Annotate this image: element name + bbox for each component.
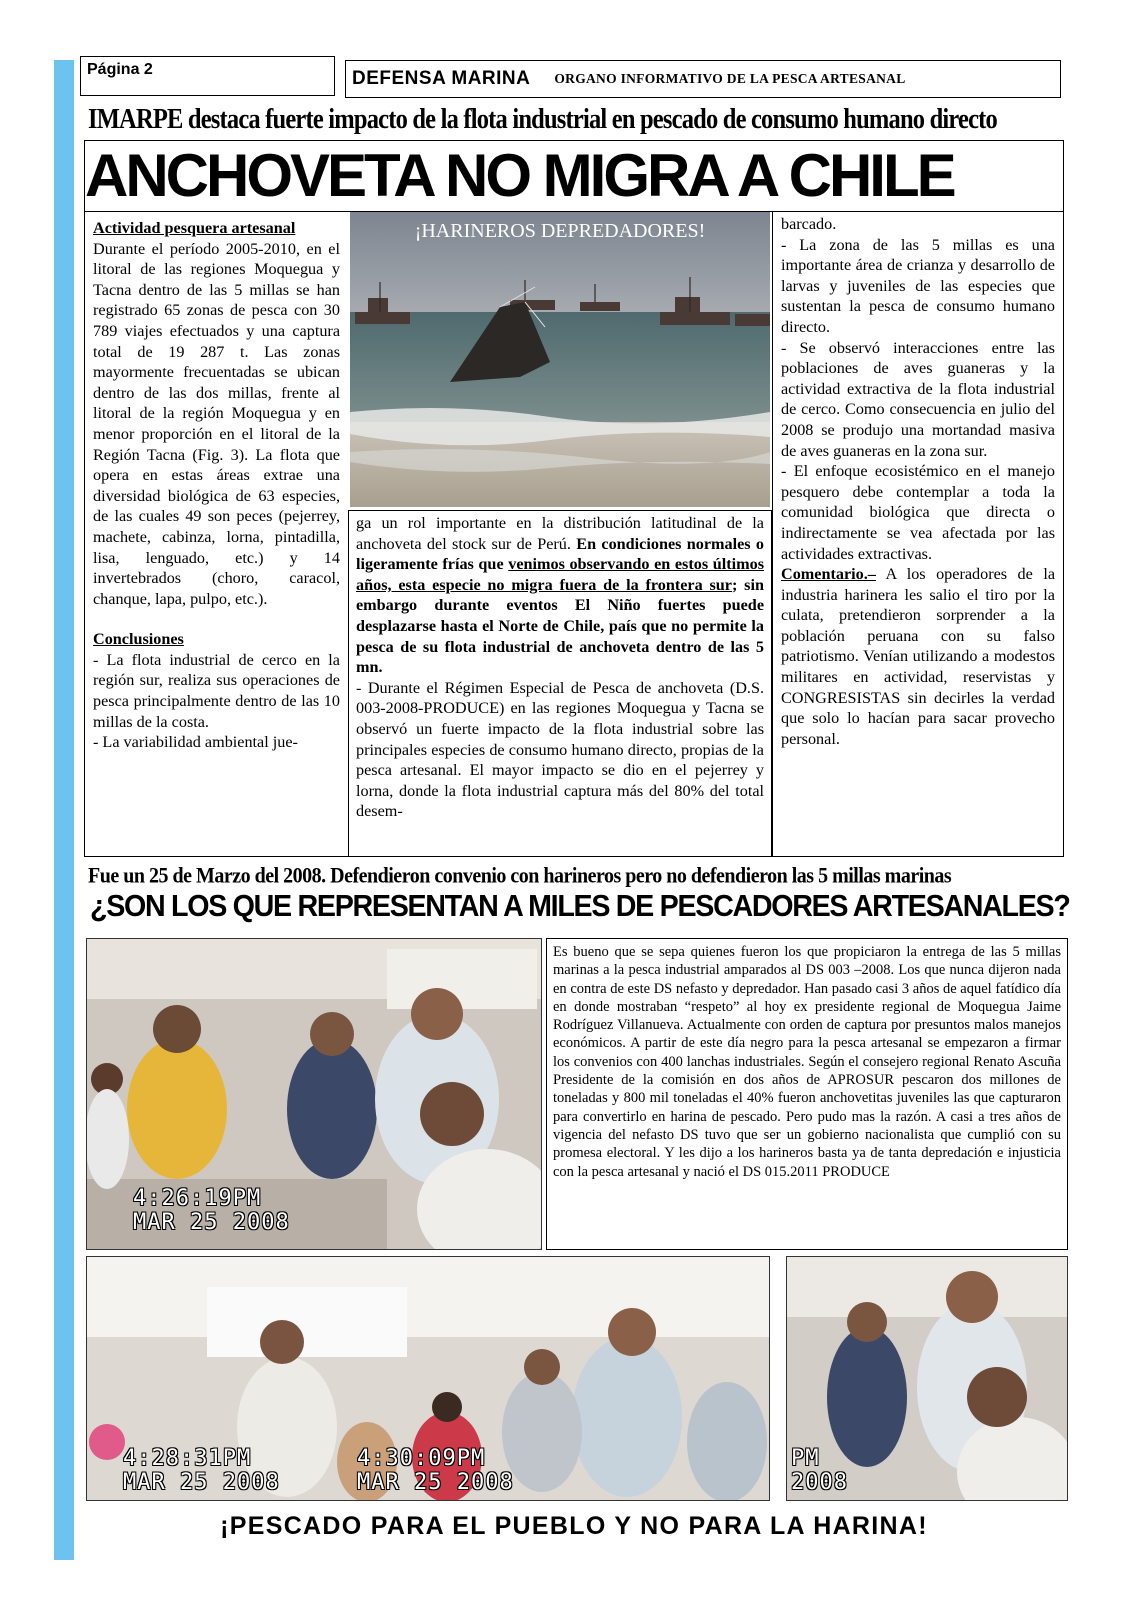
paragraph: - Se observó interacciones entre las poblaciones de aves guaneras y la actividad extractiva de la flota industrial de cerco. Como consecuencia en julio del 2008 se produjo una mortandad masiva de aves guaneras en la zona sur. bbox=[781, 338, 1055, 460]
paragraph: Durante el período 2005-2010, en el litoral de las regiones Moquegua y Tacna dentro de las 5 millas se han registrado 65 zonas de pesca con 30 789 viajes efectuados y una captura total de 19 287 t. Las zonas mayormente frecuentadas se ubican dentro de las dos millas, frente al litoral de la región Moquegua y en menor proporción en el litoral de la Región Tacna (Fig. 3). La flota que opera en estas áreas extrae una diversidad biológica de 63 especies, de las cuales 49 son peces (pejerrey, machete, cabinza, lorna, pintadilla, lisa, lenguado, etc.) y 14 invertebrados (choro, caracol, chanque, lapa, pulpo, etc.). bbox=[93, 239, 340, 608]
meeting-photo-3 bbox=[786, 1256, 1068, 1501]
timestamp-overlay: 4:28:31PM MAR 25 2008 bbox=[123, 1446, 280, 1495]
bold-underlined-span: venimos observando en estos últimos años, esta especie no migra fuera de la frontera sur bbox=[356, 555, 764, 594]
article2-body: Es bueno que se sepa quienes fueron los que propiciaron la entrega de las 5 millas marinas a la pesca industrial amparados al DS 003 –2008. Los que nunca dijeron nada en contra de este DS nefasto y depredador. Han pasado casi 3 años de aquel fatídico día en donde mostraban “respeto” al hoy ex presidente regional de Moquegua Jaime Rodríguez Villanueva. Actualmente con orden de captura por presuntos malos manejos económicos. A partir de este día negro para la pesca artesanal se empezaron a firmar los convenios con 400 lanchas industriales. Según el consejero regional Renato Ascuña Presidente de la comisión en dos años de APROSUR pescaron dos millones de toneladas y 800 mil toneladas el 40% fueron anchovetitas juveniles las que capturaron para convertirlo en harina de pescado. Pero pudo mas la razón. A casi a tres años de vigencia del nefasto DS tuvo que ser un gobierno nacionalista que cumplió con su promesa electoral. Y les dijo a los harineros basta ya de tanta depredación e injusticia con la pesca artesanal y nació el DS 015.2011 PRODUCE bbox=[546, 938, 1068, 1250]
timestamp-overlay: PM 2008 bbox=[791, 1446, 848, 1495]
page-number: Página 2 bbox=[80, 56, 335, 96]
comment-text: A los operadores de la industria harinera les salio el tiro por la culata, pretendieron sorprender a la población peruana con su falso patriotismo. Venían utilizando a modestos militares en actividad, reservistas y CONGRESISTAS sin decirles la verdad que solo lo hacían para sacar provecho personal. bbox=[781, 565, 1055, 748]
paragraph: barcado. bbox=[781, 215, 837, 233]
section-heading: Conclusiones bbox=[93, 630, 184, 649]
paragraph: - La variabilidad ambiental jue- bbox=[93, 733, 298, 752]
meeting-photo-2 bbox=[86, 1256, 770, 1501]
masthead-brand: DEFENSA MARINA bbox=[352, 68, 531, 89]
timestamp-overlay: 4:30:09PM MAR 25 2008 bbox=[357, 1446, 514, 1495]
masthead-subtitle: ORGANO INFORMATIVO DE LA PESCA ARTESANAL bbox=[554, 71, 906, 86]
article1-column-3 bbox=[772, 212, 1064, 857]
article2-kicker: Fue un 25 de Marzo del 2008. Defendieron convenio con harineros pero no defendieron las 5 millas marinas bbox=[88, 864, 952, 889]
left-accent-bar bbox=[54, 60, 74, 1560]
bold-span: En condiciones normales o ligeramente frías que bbox=[356, 534, 765, 574]
comment-paragraph bbox=[781, 564, 1055, 749]
article1-kicker: IMARPE destaca fuerte impacto de la flota industrial en pescado de consumo humano directo bbox=[88, 104, 997, 136]
footer-slogan: ¡PESCADO PARA EL PUEBLO Y NO PARA LA HARINA! bbox=[220, 1512, 928, 1540]
article2-headline: ¿SON LOS QUE REPRESENTAN A MILES DE PESCADORES ARTESANALES? bbox=[90, 888, 1070, 923]
article1-column-2 bbox=[348, 510, 772, 857]
masthead bbox=[345, 60, 1061, 98]
article1-column-1 bbox=[84, 212, 348, 857]
paragraph: - La zona de las 5 millas es una importante área de crianza y desarrollo de larvas y juveniles de las especies que sustentan la pesca de consumo humano directo. bbox=[781, 235, 1055, 336]
article1-headline: ANCHOVETA NO MIGRA A CHILE bbox=[84, 140, 1064, 212]
text-span: ga un rol importante en la distribución latitudinal de la anchoveta del stock sur de Perú. bbox=[356, 514, 764, 553]
comment-label: Comentario.– bbox=[781, 565, 876, 584]
paragraph: - Durante el Régimen Especial de Pesca de anchoveta (D.S. 003-2008-PRODUCE) en las regiones Moquegua y Tacna se observó un fuerte impacto de la flota industrial sobre las principales especies de consumo humano directo, propias de la pesca artesanal. El mayor impacto se dio en el pejerrey y lorna, donde la flota industrial captura más del 80% del total desem- bbox=[356, 678, 764, 821]
section-heading: Actividad pesquera artesanal bbox=[93, 219, 296, 237]
fishing-boats-photo bbox=[350, 212, 770, 507]
paragraph: - La flota industrial de cerco en la región sur, realiza sus operaciones de pesca principalmente dentro de las 10 millas de la costa. bbox=[93, 650, 340, 731]
meeting-photo-1 bbox=[86, 938, 542, 1250]
paragraph bbox=[356, 513, 764, 678]
timestamp-overlay: 4:26:19PM MAR 25 2008 bbox=[133, 1186, 290, 1235]
paragraph: - El enfoque ecosistémico en el manejo pesquero debe contemplar a toda la comunidad biológica que directa o indirectamente se vea afectada por las actividades extractivas. bbox=[781, 462, 1055, 563]
bold-span: ; sin embargo durante eventos El Niño fuertes puede desplazarse hasta el Norte de Chile, país que no permite la pesca de su flota industrial de anchoveta dentro de las 5 mn. bbox=[356, 575, 764, 677]
boats-illustration bbox=[350, 212, 770, 507]
photo-caption: ¡HARINEROS DEPREDADORES! bbox=[414, 220, 706, 242]
